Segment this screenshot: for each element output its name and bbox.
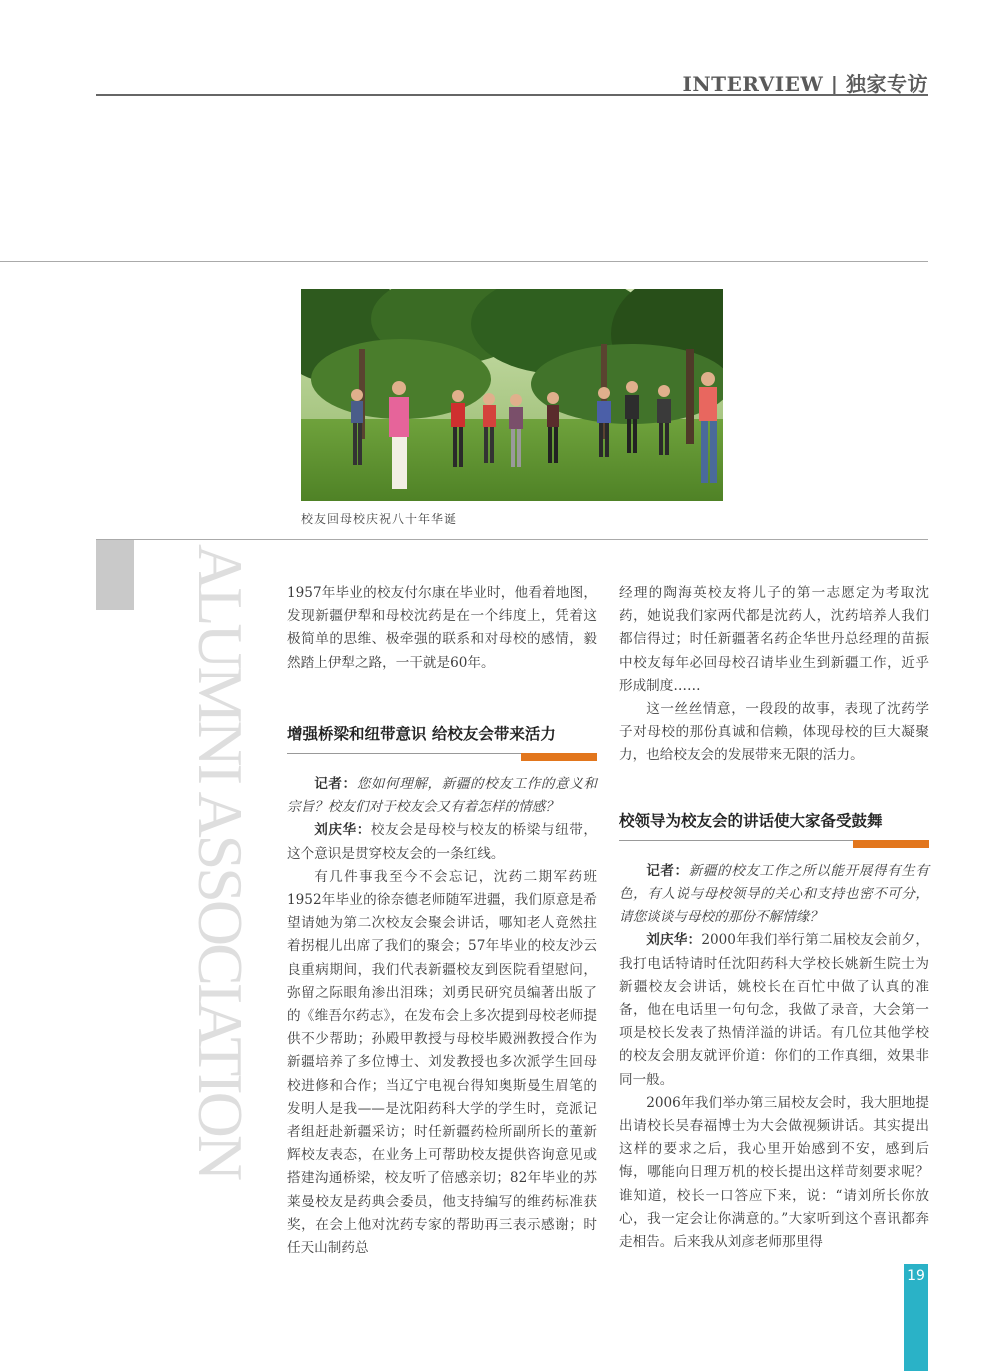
body-paragraph: 经理的陶海英校友将儿子的第一志愿定为考取沈药，她说我们家两代都是沈药人，沈药培养人我们都信得过；时任新疆著名药企华世丹总经理的苗振中校友每年必回母校召请毕业生到新疆工作，近乎形成制度…… xyxy=(619,585,929,694)
section-rule-accent xyxy=(521,753,597,761)
photo-caption: 校友回母校庆祝八十年华诞 xyxy=(301,512,458,526)
reporter-label: 记者： xyxy=(314,776,357,793)
answer-text: 2000年我们举行第二届校友会前夕，我打电话特请时任沈阳药科大学校长姚新生院士为新疆校友会讲话，姚校长在百忙中做了认真的准备，他在电话里一句句念，我做了录音，大会第一项是校长发表了热情洋溢的讲话。有几位其他学校的校友会朋友就评价道：你们的工作真细，效果非同一般。 xyxy=(619,932,929,1088)
answer-text: 校友会是母校与校友的桥梁与纽带，这个意识是贯穿校友会的一条红线。 xyxy=(287,822,598,862)
decorative-grey-block xyxy=(96,540,134,610)
reporter-label: 记者： xyxy=(646,862,689,879)
section-header-title: INTERVIEW | 独家专访 xyxy=(682,72,928,96)
section-title-leadership: 校领导为校友会的讲话使大家备受鼓舞 xyxy=(619,811,883,830)
interviewee-answer xyxy=(287,819,597,865)
question-text: 新疆的校友工作之所以能开展得有生有色，有人说与母校领导的关心和支持也密不可分，请您谈谈与母校的那份不解情缘？ xyxy=(619,862,930,926)
left-column xyxy=(287,582,597,1260)
reporter-question xyxy=(619,860,929,930)
alumni-association-vertical-title: ALUMNI ASSOCIATION xyxy=(185,544,256,1179)
header-divider xyxy=(96,94,928,96)
question-text: 您如何理解，新疆的校友工作的意义和宗旨？校友们对于校友会又有着怎样的情感？ xyxy=(287,776,598,816)
body-paragraph: 有几件事我至今不会忘记，沈药二期军药班1952年毕业的徐奈德老师随军进疆，我们原意是希望请她为第二次校友会聚会讲话，哪知老人竟然拄着拐棍儿出席了我们的聚会；57年毕业的校友沙云良重病期间，我们代表新疆校友到医院看望慰问，弥留之际眼角渗出泪珠；刘勇民研究员编著出版了的《维吾尔药志》，在发布会上多次提到母校老师提供不少帮助；孙殿甲教授与母校毕殿洲教授合作为新疆培养了多位博士、刘发教授也多次派学生回母校进修和合作；当辽宁电视台得知奥斯曼生眉笔的发明人是我——是沈阳药科大学的学生时，竞派记者组赶赴新疆采访；时任新疆药检所副所长的董新辉校友表态，在业务上可帮助校友提供咨询意见或搭建沟通桥梁，校友听了倍感亲切；82年毕业的苏莱曼校友是药典会委员，他支持编写的维药标准获奖，在会上他对沈药专家的帮助再三表示感谢；时任天山制药总 xyxy=(287,868,597,1257)
right-column xyxy=(619,582,929,1254)
interviewee-label: 刘庆华： xyxy=(646,932,702,949)
body-paragraph: 2006年我们举办第三届校友会时，我大胆地提出请校长吴春福博士为大会做视频讲话。其实提出这样的要求之后，我心里开始感到不安，感到后悔，哪能向日理万机的校长提出这样苛刻要求呢？谁知道，校长一口答应下来，说：“请刘所长你放心，我一定会让你满意的。”大家听到这个喜讯都奔走相告。后来我从刘彦老师那里得 xyxy=(619,1094,929,1251)
section-rule xyxy=(619,840,929,850)
interviewee-answer xyxy=(619,929,929,1091)
page-number: 19 xyxy=(907,1268,925,1284)
section-rule xyxy=(287,753,597,763)
page-number-tab xyxy=(904,1264,928,1371)
photo-top-divider xyxy=(0,261,928,262)
alumni-gathering-photo xyxy=(301,289,723,501)
body-paragraph: 这一丝丝情意，一段段的故事，表现了沈药学子对母校的那份真诚和信赖，体现母校的巨大凝聚力，也给校友会的发展带来无限的活力。 xyxy=(619,701,929,764)
caption-divider xyxy=(96,539,928,540)
photo-illustration xyxy=(301,289,723,501)
interviewee-label: 刘庆华： xyxy=(314,822,371,839)
reporter-question xyxy=(287,773,597,819)
intro-paragraph: 1957年毕业的校友付尔康在毕业时，他看着地图，发现新疆伊犁和母校沈药是在一个纬度上，凭着这极简单的思维、极牵强的联系和对母校的感情，毅然踏上伊犁之路，一干就是60年。 xyxy=(287,585,597,671)
section-rule-accent xyxy=(853,840,929,848)
section-title-bridge: 增强桥梁和纽带意识 给校友会带来活力 xyxy=(287,724,556,743)
